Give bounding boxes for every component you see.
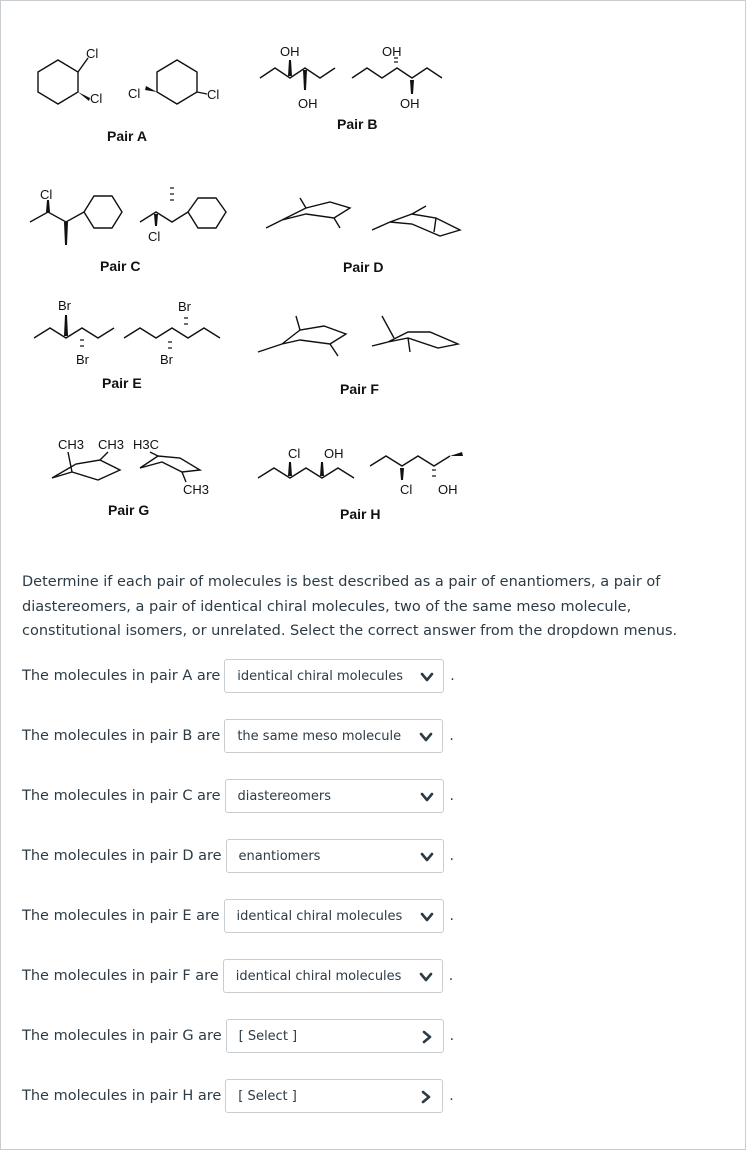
chevron-down-icon [418,1089,434,1105]
pair-g-label: Pair G [108,502,150,518]
trailing-period-d: . [449,848,454,864]
answer-select-f[interactable] [223,959,443,993]
pair-f-molecules [258,316,458,356]
question-label-a: The molecules in pair A are [22,668,221,684]
question-row-d [22,838,454,874]
question-label-b: The molecules in pair B are [22,728,221,744]
question-row-g [22,1018,454,1054]
pair-e-label: Pair E [102,375,142,391]
pair-f-label: Pair F [340,381,379,397]
trailing-period-c: . [449,788,454,804]
pair-d-label: Pair D [343,259,384,275]
pair-e-br-1: Br [58,298,71,313]
pair-h-cl-2: Cl [400,482,413,497]
answer-select-c[interactable] [225,779,444,813]
pair-h-label: Pair H [340,506,381,522]
pair-a-cl-2: Cl [90,91,103,106]
pair-h-molecules [258,446,463,497]
pair-a-molecules [38,46,219,106]
answer-select-e-value: identical chiral molecules [236,908,403,924]
chevron-down-icon [418,729,434,745]
pair-e-br-4: Br [160,352,173,367]
answer-select-h[interactable] [225,1079,443,1113]
pair-a-label: Pair A [107,128,147,144]
answer-select-d[interactable] [226,839,444,873]
pair-e-molecules [34,298,220,367]
answer-select-e[interactable] [224,899,444,933]
chevron-down-icon [419,669,435,685]
instructions-text: Determine if each pair of molecules is best described as a pair of enantiomers, a pair of diastereomers, a pair of identical chiral molecules, two of the same meso molecule, constitutional isomers, or unrelated. Select the correct answer from the dropdown menus. [22,574,678,639]
pair-g-ch3-2: CH3 [98,437,125,452]
chevron-down-icon [419,849,435,865]
question-label-f: The molecules in pair F are [22,968,219,984]
pair-b-oh-4: OH [400,96,420,111]
trailing-period-b: . [449,728,454,744]
pair-e-br-2: Br [76,352,89,367]
question-label-g: The molecules in pair G are [22,1028,222,1044]
answer-select-g[interactable] [226,1019,444,1053]
answer-select-b-value: the same meso molecule [237,728,402,744]
molecule-figure [0,0,746,560]
pair-b-oh-2: OH [298,96,318,111]
pair-d-molecules [266,198,460,236]
question-label-c: The molecules in pair C are [22,788,221,804]
question-row-c [22,778,454,814]
trailing-period-f: . [448,968,454,984]
question-label-e: The molecules in pair E are [22,908,220,924]
chevron-down-icon [418,969,434,985]
pair-a-cl-3: Cl [128,86,141,101]
pair-a-cl-1: Cl [86,46,99,61]
pair-h-oh-1: OH [324,446,344,461]
question-row-f [22,958,453,994]
pair-c-label: Pair C [100,258,141,274]
pair-c-cl-2: Cl [148,229,161,244]
answer-select-h-value: [ Select ] [238,1088,297,1104]
pair-h-cl-1: Cl [288,446,301,461]
trailing-period-a: . [450,668,455,684]
answer-select-c-value: diastereomers [237,788,331,804]
answer-select-a[interactable] [224,659,444,693]
answer-select-g-value: [ Select ] [238,1028,298,1044]
pair-c-cl-1: Cl [40,187,53,202]
question-label-h: The molecules in pair H are [22,1088,222,1104]
question-row-b [22,718,454,754]
question-row-a [22,658,455,694]
pair-g-h3c: H3C [133,437,160,452]
chevron-down-icon [419,1029,435,1045]
answer-select-d-value: enantiomers [238,848,321,864]
pair-g-ch3-3: CH3 [183,482,210,497]
pair-b-molecules [260,44,442,111]
chevron-down-icon [419,909,435,925]
pair-b-oh-3: OH [382,44,402,59]
chevron-down-icon [419,789,435,805]
pair-e-br-3: Br [178,299,191,314]
pair-c-molecules [30,187,226,245]
pair-a-cl-4: Cl [207,87,220,102]
pair-b-label: Pair B [337,116,378,132]
pair-g-molecules [52,437,209,497]
pair-g-ch3-1: CH3 [58,437,85,452]
question-row-h [22,1078,454,1114]
question-label-d: The molecules in pair D are [22,848,222,864]
answer-select-a-value: identical chiral molecules [237,668,404,684]
trailing-period-h: . [449,1088,454,1104]
question-row-e [22,898,454,934]
pair-b-oh-1: OH [280,44,300,59]
answer-select-f-value: identical chiral molecules [235,968,402,984]
pair-h-oh-2: OH [438,482,458,497]
answer-select-b[interactable] [224,719,443,753]
trailing-period-g: . [449,1028,455,1044]
trailing-period-e: . [449,908,454,924]
